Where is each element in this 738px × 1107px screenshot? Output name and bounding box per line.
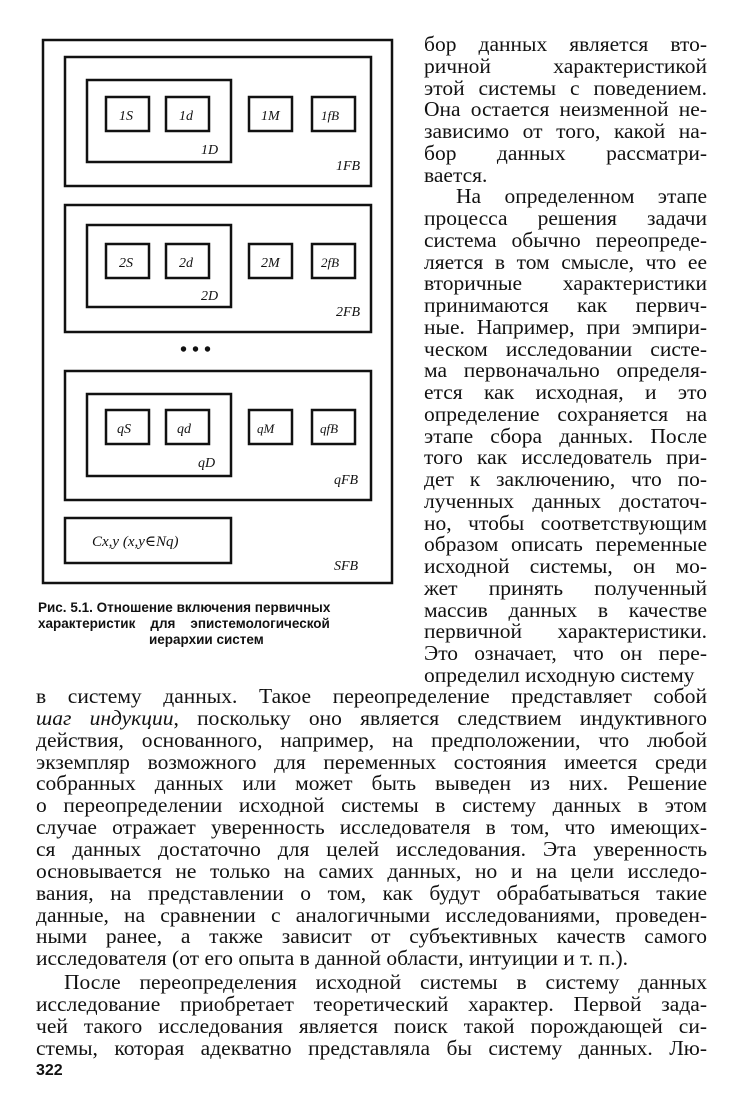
paragraph-line (36, 925, 707, 947)
paragraph-line (36, 904, 707, 926)
paragraph-line: стемы, которая адекватно представляла бы систему данных. Лю- (36, 1036, 707, 1060)
emphasis-term: шаг индукции (36, 705, 174, 730)
level-q-label-d: qd (177, 422, 191, 437)
right-column-line: лученных данных достаточ- (424, 488, 707, 513)
line-text: о переопределении исходной системы в систему данных в этом (36, 793, 707, 818)
right-column-line: исходной системы, он мо- (424, 554, 707, 578)
outer-label: SFB (334, 559, 359, 574)
level-1-label-s: 1S (119, 109, 133, 124)
relation-label: Cx,y (x,y∈Nq) (92, 534, 179, 550)
paragraph-line: После переопределения исходной системы в систему данных (64, 970, 707, 994)
level-q-group (65, 371, 371, 500)
right-column-line: определение сохраняется на (424, 401, 707, 426)
paragraph-line (36, 707, 707, 729)
right-column-line: процесса решения задачи (424, 206, 707, 230)
line-text: вания, на представлении о том, как будут обрабатываться такие (36, 880, 707, 905)
paragraph-line: чей такого исследования является поиск такой порождающей си- (36, 1014, 707, 1038)
right-column-line: вторичные характеристики (424, 271, 707, 296)
level-q-label-FB: qFB (334, 473, 359, 488)
line-text: собранных данных или может быть выведен из них. Решение (36, 771, 707, 796)
paragraph-line (36, 772, 707, 794)
line-text: исследователя (от его опыта в данной области, интуиции и т. п.). (36, 946, 629, 971)
right-column-line: система обычно переопреде- (424, 227, 707, 252)
line-text: экземпляр возможного для переменных состояния имеется среди (36, 749, 707, 774)
level-1-label-D: 1D (201, 143, 219, 158)
level-q-label-s: qS (117, 422, 131, 437)
figure-caption-line-2: характеристик для эпистемологической (38, 616, 330, 631)
right-column-line: бор данных является вто- (424, 32, 707, 56)
level-2-label-s: 2S (119, 256, 133, 271)
right-column-line: того как исследователь при- (424, 445, 707, 470)
right-column-line: дет к заключению, что по- (424, 467, 707, 491)
right-column-line: этапе сбора данных. После (424, 423, 707, 448)
level-2-group (65, 205, 371, 332)
paragraph-line (36, 860, 707, 882)
paragraph-line (36, 947, 707, 969)
line-text: , поскольку оно является следствием индуктивного (173, 705, 708, 730)
line-text: действия, основанного, например, на предположении, что любой (36, 727, 707, 752)
level-2-label-D: 2D (201, 289, 219, 304)
paragraph-line (36, 816, 707, 838)
line-text: данные, на сравнении с аналогичными исследованиями, проведен- (36, 902, 707, 927)
figure-caption-line-3: иерархии систем (149, 632, 264, 647)
level-1-label-fb: 1fB (321, 108, 340, 123)
right-column-line: жет принять полученный (424, 575, 707, 600)
right-column-line: зависимо от того, какой на- (424, 119, 707, 143)
page-number: 322 (36, 1062, 63, 1079)
level-1-label-d: 1d (179, 109, 193, 124)
ellipsis-dots: • • • (180, 339, 212, 361)
right-column-line: ные. Например, при эмпири- (424, 314, 707, 339)
right-column-line: этой системы с поведением. (424, 75, 707, 100)
paragraph-line (36, 882, 707, 904)
right-column-line: ма первоначально определя- (424, 358, 707, 383)
level-1-label-FB: 1FB (336, 159, 361, 174)
level-q-label-D: qD (198, 456, 216, 471)
right-column-line: массив данных в качестве (424, 597, 707, 622)
right-column-line: На определенном этапе (456, 184, 707, 209)
right-column-line: образом описать переменные (424, 532, 707, 557)
right-column-line: но, чтобы соответствующим (424, 510, 707, 535)
right-column-line: ется как исходная, и это (424, 380, 707, 404)
figure-epistemological-hierarchy (0, 0, 420, 600)
level-q-label-fb: qfB (320, 421, 339, 436)
right-column-line: вается. (424, 162, 488, 187)
line-text: ными ранее, а также зависит от субъективных качеств самого (36, 924, 707, 949)
right-column-line: ричной характеристикой (424, 53, 707, 78)
paragraph-line (36, 729, 707, 751)
level-1-label-m: 1M (261, 109, 280, 124)
right-column-line: определил исходную систему (424, 662, 695, 687)
right-column-line: бор данных рассматри- (424, 140, 707, 165)
line-text: основывается не только на самих данных, но и на цели исследо- (36, 858, 707, 883)
level-2-label-fb: 2fB (321, 255, 340, 270)
figure-caption-line-1: Рис. 5.1. Отношение включения первичных (38, 600, 331, 615)
paragraph-line (36, 751, 707, 773)
paragraph-line (36, 794, 707, 816)
level-2-label-FB: 2FB (336, 305, 361, 320)
paragraph-line: исследование приобретает теоретический характер. Первой зада- (36, 992, 707, 1016)
line-text: случае отражает уверенность исследователя в том, что имеющих- (36, 815, 707, 840)
right-column-line: ческом исследовании систе- (424, 336, 707, 361)
level-2-label-m: 2M (261, 256, 280, 271)
paragraph-line (36, 685, 707, 707)
level-1-group (65, 57, 371, 186)
right-column-line: первичной характеристики. (424, 619, 707, 644)
right-column-line: Она остается неизменной не- (424, 97, 707, 122)
right-column-line: Это означает, что он пере- (424, 641, 707, 665)
right-column-line: принимаются как первич- (424, 293, 707, 317)
level-q-label-m: qM (257, 421, 275, 436)
level-2-label-d: 2d (179, 256, 193, 271)
paragraph-line (36, 838, 707, 860)
line-text: ся данных достаточно для целей исследования. Эта уверенность (36, 836, 707, 861)
right-column-line: ляется в том смысле, что ее (424, 249, 707, 274)
line-text: в систему данных. Такое переопределение представляет собой (36, 684, 707, 708)
